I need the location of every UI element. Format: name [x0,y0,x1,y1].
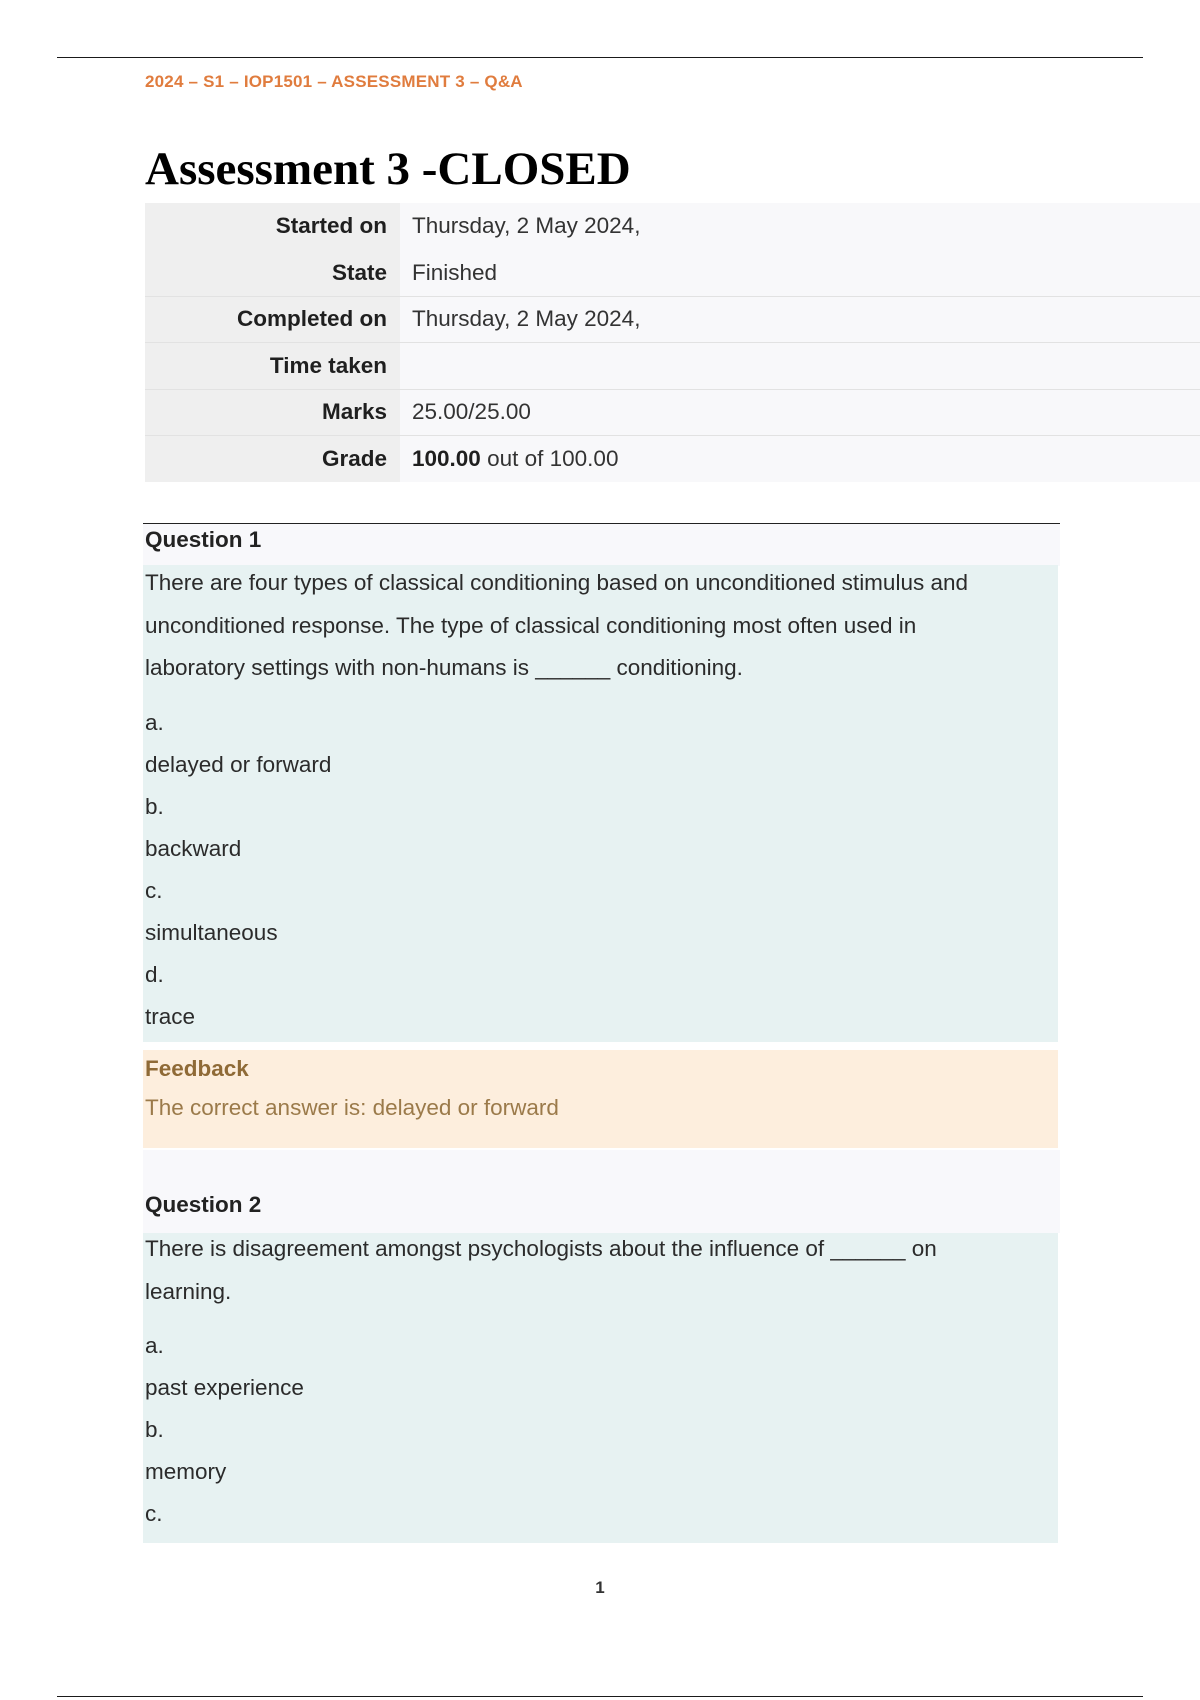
top-rule [57,57,1143,58]
summary-label: Grade [145,436,400,483]
summary-label: Completed on [145,296,400,343]
option-letter: c. [145,877,163,903]
answer-option[interactable] [145,1409,1058,1493]
answer-option[interactable] [145,1493,1058,1535]
summary-row-state [145,250,1200,297]
question-text-line: laboratory settings with non-humans is ______ conditioning. [145,655,743,680]
option-text: trace [145,1003,196,1029]
summary-label: Marks [145,389,400,436]
summary-row-marks [145,389,1200,436]
summary-value: Thursday, 2 May 2024, [400,296,1200,343]
answer-option[interactable] [145,786,1058,870]
option-text: backward [145,835,242,861]
option-letter: d. [145,961,164,987]
summary-row-completed [145,296,1200,343]
question-2-text [145,1228,1058,1313]
question-1-text [145,562,1058,690]
attempt-summary-table [145,203,1200,482]
feedback-text: The correct answer is: delayed or forward [145,1095,559,1120]
summary-value [400,436,1200,483]
page-title: Assessment 3 -CLOSED [145,143,631,195]
question-text-line: There are four types of classical conditioning based on unconditioned stimulus and [145,570,968,595]
option-text: memory [145,1459,227,1484]
option-letter: b. [145,793,164,819]
option-letter: a. [145,1333,164,1358]
question-1-feedback [143,1050,1058,1148]
summary-label: State [145,250,400,297]
running-header: 2024 – S1 – IOP1501 – ASSESSMENT 3 – Q&A [145,72,523,91]
question-text-line: unconditioned response. The type of classical conditioning most often used in [145,612,917,638]
summary-label: Started on [145,203,400,250]
feedback-title: Feedback [145,1056,249,1081]
question-1-options [145,702,1058,1038]
summary-value: Thursday, 2 May 2024, [400,203,1200,250]
question-1-body [143,565,1058,1042]
answer-option[interactable] [145,954,1058,1038]
question-2-options [145,1325,1058,1535]
option-letter: a. [145,709,164,735]
answer-option[interactable] [145,1325,1058,1409]
question-1-heading: Question 1 [143,523,1060,566]
answer-option[interactable] [145,870,1058,954]
summary-row-time-taken [145,343,1200,390]
grade-score: 100.00 [412,446,481,471]
summary-value: Finished [400,250,1200,297]
summary-label: Time taken [145,343,400,390]
option-text: past experience [145,1375,304,1400]
option-text: delayed or forward [145,751,332,777]
question-2-heading: Question 2 [145,1192,262,1217]
option-letter: b. [145,1417,164,1442]
summary-value [400,343,1200,390]
grade-max: out of 100.00 [487,446,619,471]
option-letter: c. [145,1501,163,1526]
question-2-body [143,1233,1058,1543]
summary-row-grade [145,436,1200,483]
bottom-rule [57,1696,1143,1697]
question-text-line: learning. [145,1278,232,1304]
question-2-heading-panel [143,1150,1060,1233]
summary-value: 25.00/25.00 [400,389,1200,436]
page-number: 1 [595,1578,605,1597]
answer-option[interactable] [145,702,1058,786]
question-text-line: There is disagreement amongst psychologists about the influence of ______ on [145,1236,937,1261]
summary-row-started [145,203,1200,250]
option-text: simultaneous [145,919,278,945]
